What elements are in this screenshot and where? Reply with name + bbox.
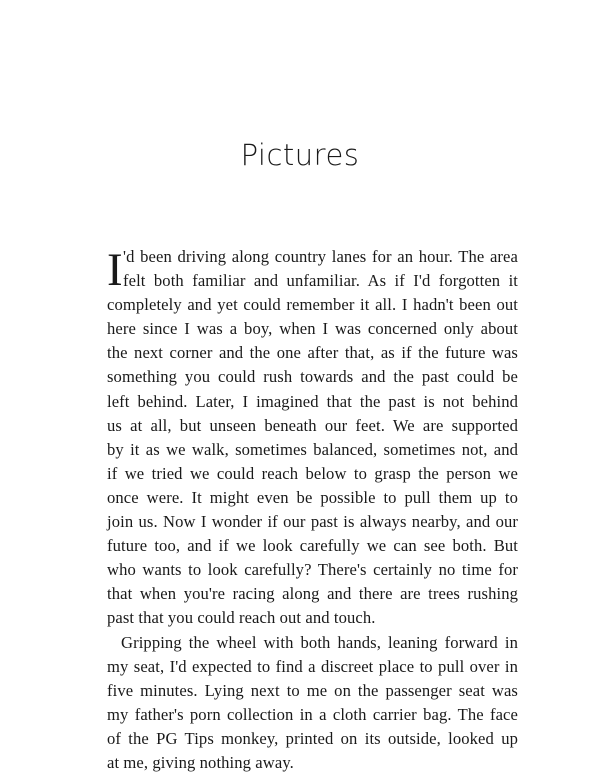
text-line: past that you could reach out and touch. bbox=[107, 606, 518, 630]
text-line: if we tried we could reach below to grasp the person we bbox=[107, 462, 518, 486]
text-line: completely and yet could remember it all. I hadn't been out bbox=[107, 293, 518, 317]
text-line: of the PG Tips monkey, printed on its outside, looked up bbox=[107, 727, 518, 751]
drop-cap: I bbox=[107, 247, 123, 293]
text-line: once were. It might even be possible to pull them up to bbox=[107, 486, 518, 510]
text-line: by it as we walk, sometimes balanced, sometimes not, and bbox=[107, 438, 518, 462]
paragraph-1 bbox=[107, 245, 518, 631]
chapter-body bbox=[107, 245, 518, 775]
text-line: us at all, but unseen beneath our feet. We are supported bbox=[107, 414, 518, 438]
text-line: who wants to look carefully? There's certainly no time for bbox=[107, 558, 518, 582]
text-line: my father's porn collection in a cloth carrier bag. The face bbox=[107, 703, 518, 727]
text-line: my seat, I'd expected to find a discreet place to pull over in bbox=[107, 655, 518, 679]
text-line: join us. Now I wonder if our past is always nearby, and our bbox=[107, 510, 518, 534]
text-line: the next corner and the one after that, as if the future was bbox=[107, 341, 518, 365]
chapter-title: Pictures bbox=[0, 138, 600, 172]
text-line: felt both familiar and unfamiliar. As if I'd forgotten it bbox=[107, 269, 518, 293]
text-line: here since I was a boy, when I was concerned only about bbox=[107, 317, 518, 341]
text-line: 'd been driving along country lanes for an hour. The area bbox=[107, 245, 518, 269]
paragraph-2 bbox=[107, 631, 518, 775]
text-line: that when you're racing along and there are trees rushing bbox=[107, 582, 518, 606]
text-line: something you could rush towards and the past could be bbox=[107, 365, 518, 389]
text-line: left behind. Later, I imagined that the past is not behind bbox=[107, 390, 518, 414]
text-line: Gripping the wheel with both hands, leaning forward in bbox=[107, 631, 518, 655]
text-line: at me, giving nothing away. bbox=[107, 751, 518, 775]
text-line: future too, and if we look carefully we can see both. But bbox=[107, 534, 518, 558]
text-line: five minutes. Lying next to me on the passenger seat was bbox=[107, 679, 518, 703]
